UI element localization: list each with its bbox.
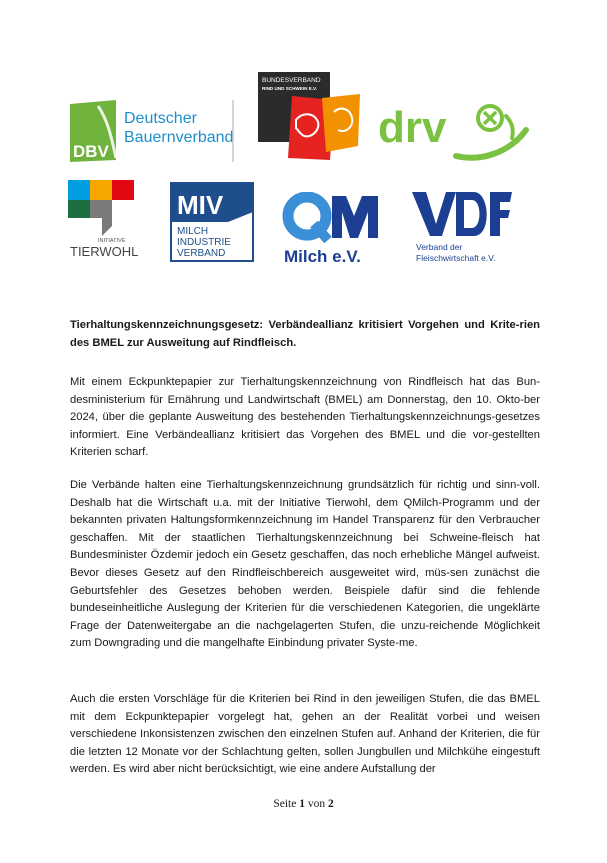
brs-line2: RIND UND SCHWEIN E.V.: [262, 86, 317, 91]
itw-line2: TIERWOHL: [70, 244, 139, 259]
dbv-logo: [68, 100, 240, 164]
itw-line1: INITIATIVE: [98, 238, 126, 244]
vdf-logo: [412, 190, 522, 264]
footer-prefix: Seite: [273, 798, 297, 810]
miv-abbr: MIV: [177, 190, 224, 220]
miv-line2: INDUSTRIE: [177, 237, 231, 248]
miv-line3: VERBAND: [177, 248, 226, 259]
press-release-heading: Tierhaltungskennzeichnungsgesetz: Verbändeallianz kritisiert Vorgehen und Krite-rien des BMEL zur Ausweitung auf Rindfleisch.: [70, 319, 540, 349]
dbv-line2: Bauernverband: [124, 129, 234, 146]
drv-logo: [378, 100, 533, 162]
footer-page-total: 2: [327, 798, 334, 810]
partner-logos: [0, 0, 607, 280]
dbv-line1: Deutscher: [124, 110, 197, 127]
brs-logo: [258, 72, 362, 162]
paragraph-2: Die Verbände halten eine Tierhaltungskennzeichnung grundsätzlich für richtig und sinn-voll. Deshalb hat die Wirtschaft u.a. mit der Initiative Tierwohl, dem QMilch-Programm und der bekannten privaten Haltungsformkennzeichnung im Handel Transparenz für den Verbraucher geschaffen. Mit der staatlichen Tierhaltungskennzeichnung bei Schweine-fleisch hat Bundesminister Özdemir jedoch ein Gesetz geschaffen, das noch erhebliche Mängel aufweist. Bevor dieses Gesetz auf den Rindfleischbereich ausgeweitet wird, müs-sen zunächst die Geburtsfehler des Gesetzes behoben werden. Beispiele dafür sind die fehlende bundeseinheitliche Auslegung der Kriterien für die verschiedenen Kategorien, die ungeklärte Frage der Datenweitergabe an die nachgelagerten Stufen, die unzu-reichende Möglichkeit zum Downgrading und die mangelhafte Einbindung privater Syste-me.: [70, 479, 540, 650]
paragraph-1: Mit einem Eckpunktepapier zur Tierhaltungskennzeichnung von Rindfleisch hat das Bun-desministerium für Ernährung und Landwirtschaft (BMEL) am Donnerstag, den 10. Okto-ber 2024, über die geplante Ausweitung des bestehenden Tierhaltungskennzeichnungs-gesetzes informiert. Eine Verbändeallianz kritisiert das Vorgehen des BMEL und die vor-gestellten Kriterien scharf.: [70, 376, 540, 459]
dbv-abbr: DBV: [73, 142, 109, 161]
qm-sub: Milch e.V.: [284, 247, 361, 266]
footer-middle: von: [307, 798, 326, 810]
brs-line1: BUNDESVERBAND: [262, 77, 321, 84]
miv-logo: [170, 182, 256, 264]
drv-text: drv: [378, 103, 447, 152]
vdf-line1: Verband der: [416, 242, 463, 252]
footer-page-number: 1: [299, 798, 305, 810]
miv-line1: MILCH: [177, 226, 209, 237]
paragraph-3: Auch die ersten Vorschläge für die Kriterien bei Rind in den jeweiligen Stufen, die das BMEL mit dem Eckpunktepapier vorgelegt hat, gehen an der Realität vorbei und weisen verschiedene Inkonsistenzen zwischen den einzelnen Stufen auf. Anhand der Kriterien, die für die letzten 12 Monate vor der Schlachtung gelten, sollen Jungbullen und Milchkühe eingestuft werden. Es wird aber nicht berücksichtigt, wie eine andere Aufstallung der: [70, 693, 540, 776]
itw-logo: [68, 180, 140, 262]
qm-logo: [282, 192, 382, 266]
page-footer: [0, 798, 607, 810]
vdf-line2: Fleischwirtschaft e.V.: [416, 253, 496, 263]
